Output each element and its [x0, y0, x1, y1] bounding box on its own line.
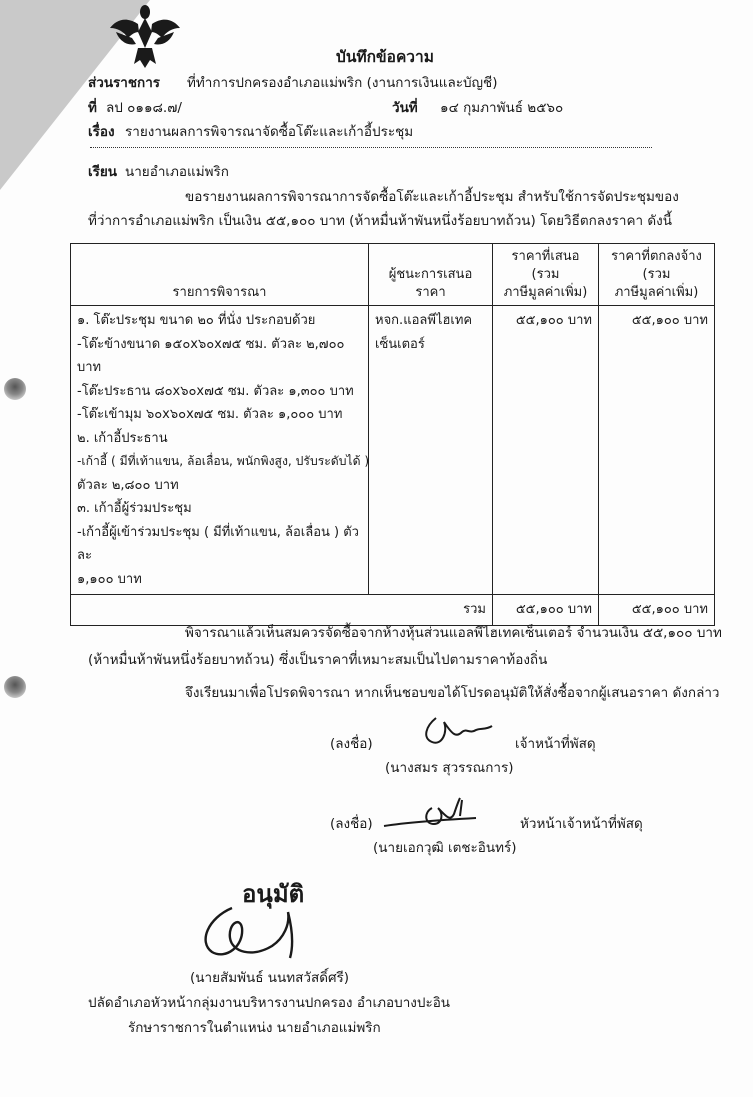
agreed-price: ๕๕,๑๐๐ บาท — [599, 306, 715, 595]
sign-label-1: (ลงชื่อ) — [330, 736, 373, 752]
total-agreed: ๕๕,๑๐๐ บาท — [599, 595, 715, 626]
list-item: ๑. โต๊ะประชุม ขนาด ๒๐ ที่นั่ง ประกอบด้วย — [77, 313, 316, 328]
list-item: ๒. เก้าอี้ประธาน — [77, 430, 168, 446]
table-row — [71, 306, 715, 595]
request-text: จึงเรียนมาเพื่อโปรดพิจารณา หากเห็นชอบขอได้โปรดอนุมัติให้สั่งซื้อจากผู้เสนอราคา ดังกล่าว — [185, 685, 720, 701]
conclusion-line-2: (ห้าหมื่นห้าพันหนึ่งร้อยบาทถ้วน) ซึ่งเป็นราคาที่เหมาะสมเป็นไปตามราคาท้องถิ่น — [88, 652, 548, 668]
intro-line-2: ที่ว่าการอำเภอแม่พริก เป็นเงิน ๕๕,๑๐๐ บาท (ห้าหมื่นห้าพันหนึ่งร้อยบาทถ้วน) โดยวิธีตกลงราคา ดังนี้ — [88, 213, 672, 229]
list-item: -เก้าอี้ผู้เข้าร่วมประชุม ( มีที่เท้าแขน, ล้อเลื่อน ) ตัวละ — [77, 524, 359, 563]
header-agreed: ราคาที่ตกลงจ้าง (รวม ภาษีมูลค่าเพิ่ม) — [599, 244, 715, 306]
garuda-emblem-icon — [108, 2, 182, 70]
items-table — [70, 243, 715, 626]
list-item: ตัวละ ๒,๘๐๐ บาท — [77, 477, 179, 493]
memo-title: บันทึกข้อความ — [336, 48, 434, 66]
sign-label-2: (ลงชื่อ) — [330, 816, 373, 832]
signature-1-mark — [418, 712, 496, 752]
header-item: รายการพิจารณา — [71, 244, 369, 306]
total-offered: ๕๕,๑๐๐ บาท — [493, 595, 599, 626]
name-1: (นางสมร สุวรรณการ) — [385, 760, 514, 776]
name-2: (นายเอกวุฒิ เตชะอินทร์) — [373, 840, 517, 856]
list-item: -โต๊ะประธาน ๘๐x๖๐x๗๕ ซม. ตัวละ ๑,๓๐๐ บาท — [77, 383, 354, 399]
position-2: หัวหน้าเจ้าหน้าที่พัสดุ — [520, 816, 643, 832]
item-details — [71, 306, 369, 595]
list-item: -เก้าอี้ ( มีที่เท้าแขน, ล้อเลื่อน, พนักพิงสูง, ปรับระดับได้ ) — [77, 454, 370, 468]
approver-name: (นายสัมพันธ์ นนทสวัสดิ์ศรี) — [190, 970, 350, 986]
list-item: -โต๊ะเข้ามุม ๖๐x๖๐x๗๕ ซม. ตัวละ ๑,๐๐๐ บาท — [77, 407, 343, 422]
list-item: ๓. เก้าอี้ผู้ร่วมประชุม — [77, 501, 192, 516]
winner-cell: หจก.แอลพีไฮเทค เซ็นเตอร์ — [369, 306, 493, 595]
offered-price: ๕๕,๑๐๐ บาท — [493, 306, 599, 595]
punch-hole-icon — [4, 378, 26, 400]
date-label: วันที่ — [392, 100, 418, 116]
approver-position-1: ปลัดอำเภอหัวหน้ากลุ่มงานบริหารงานปกครอง อำเภอบางปะอิน — [88, 995, 451, 1011]
header-offered: ราคาที่เสนอ (รวม ภาษีมูลค่าเพิ่ม) — [493, 244, 599, 306]
subject-label: เรื่อง — [88, 124, 115, 140]
agency-value: ที่ทำการปกครองอำเภอแม่พริก (งานการเงินและบัญชี) — [187, 75, 498, 91]
total-label: รวม — [71, 595, 493, 626]
list-item: ๑,๑๐๐ บาท — [77, 571, 142, 587]
approver-position-2: รักษาราชการในตำแหน่ง นายอำเภอแม่พริก — [128, 1020, 381, 1036]
subject-value: รายงานผลการพิจารณาจัดซื้อโต๊ะและเก้าอี้ประชุม — [125, 124, 414, 140]
date-value: ๑๔ กุมภาพันธ์ ๒๕๖๐ — [440, 100, 564, 116]
approval-signature-mark — [192, 898, 304, 968]
header-divider — [90, 147, 652, 148]
ref-value: ลป ๐๑๑๘.๗/ — [106, 100, 182, 116]
conclusion-line-1: พิจารณาแล้วเห็นสมควรจัดซื้อจากห้างหุ้นส่วนแอลพีไฮเทคเซ็นเตอร์ จำนวนเงิน ๕๕,๑๐๐ บาท — [185, 625, 722, 641]
table-header-row — [71, 244, 715, 306]
greeting-label: เรียน — [88, 164, 118, 180]
header-winner: ผู้ชนะการเสนอราคา — [369, 244, 493, 306]
total-row — [71, 595, 715, 626]
intro-line-1: ขอรายงานผลการพิจารณาการจัดซื้อโต๊ะและเก้าอี้ประชุม สำหรับใช้การจัดประชุมของ — [185, 189, 679, 205]
punch-hole-icon — [4, 676, 26, 698]
ref-label: ที่ — [88, 100, 97, 116]
signature-2-mark — [380, 792, 490, 836]
approval-heading: อนุมัติ — [242, 880, 305, 908]
agency-label: ส่วนราชการ — [88, 75, 161, 91]
greeting-value: นายอำเภอแม่พริก — [125, 164, 229, 180]
position-1: เจ้าหน้าที่พัสดุ — [515, 736, 596, 752]
list-item: -โต๊ะข้างขนาด ๑๕๐x๖๐x๗๕ ซม. ตัวละ ๒,๗๐๐ บาท — [77, 336, 345, 375]
